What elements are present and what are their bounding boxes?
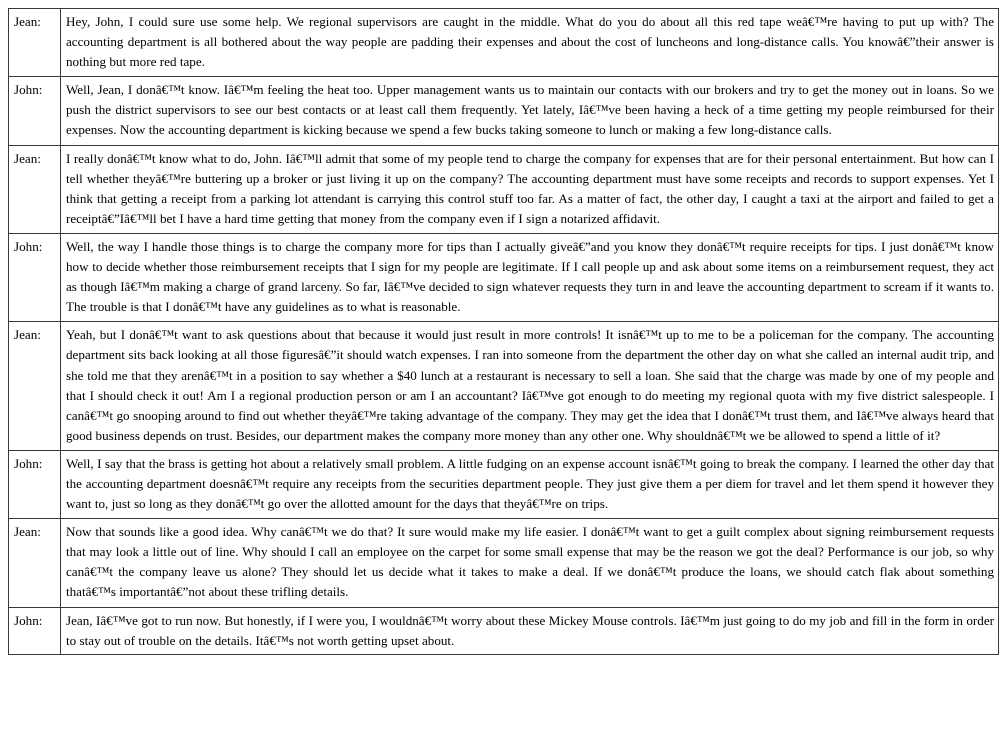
transcript-body: [9, 9, 999, 655]
table-row: [9, 233, 999, 321]
table-row: [9, 322, 999, 451]
utterance-text: Yeah, but I donâ€™t want to ask questions about that because it would just result in more controls! It isnâ€™t up to me to be a policeman for the company. The accounting department sits back looking at all those figuresâ€”it should watch expenses. I ran into someone from the department the other day on what she called an internal audit trip, and she told me that they arenâ€™t in a position to say whether a $40 lunch at a restaurant is necessary to sell a loan. She said that the charge was made by one of my people and that I should check it out! Am I a regional production person or am I an accountant? Iâ€™ve got enough to do meeting my regional quota with my five district salespeople. I canâ€™t go snooping around to find out whether theyâ€™re taking advantage of the company. They may get the idea that I donâ€™t trust them, and Iâ€™ve always heard that good business depends on trust. Besides, our department makes the company more money than any other one. Why shouldnâ€™t we be allowed to spend a little of it?: [61, 322, 999, 451]
utterance-text: Jean, Iâ€™ve got to run now. But honestly, if I were you, I wouldnâ€™t worry about these Mickey Mouse controls. Iâ€™m just going to do my job and fill in the form in order to stay out of trouble on the details. Itâ€™s not worth getting upset about.: [61, 607, 999, 654]
table-row: [9, 519, 999, 607]
speaker-label: Jean:: [9, 145, 61, 233]
speaker-label: John:: [9, 607, 61, 654]
speaker-label: Jean:: [9, 9, 61, 77]
table-row: [9, 607, 999, 654]
table-row: [9, 77, 999, 145]
utterance-text: Well, Jean, I donâ€™t know. Iâ€™m feeling the heat too. Upper management wants us to maintain our contacts with our brokers and try to get the money out in loans. So we push the district supervisors to see our best contacts or at least call them frequently. Yet lately, Iâ€™ve been having a heck of a time getting my people reimbursed for their expenses. Now the accounting department is kicking because we spend a few bucks taking someone to lunch or making a few long-distance calls.: [61, 77, 999, 145]
dialogue-transcript-table: [8, 8, 999, 655]
speaker-label: Jean:: [9, 519, 61, 607]
speaker-label: John:: [9, 77, 61, 145]
table-row: [9, 9, 999, 77]
table-row: [9, 145, 999, 233]
speaker-label: John:: [9, 233, 61, 321]
utterance-text: Well, I say that the brass is getting hot about a relatively small problem. A little fudging on an expense account isnâ€™t going to break the company. I learned the other day that the accounting department doesnâ€™t require any receipts from the securities department people. They just give them a per diem for travel and let them spend it however they want to, just so long as they donâ€™t go over the allotted amount for the days that theyâ€™re on trips.: [61, 450, 999, 518]
utterance-text: Now that sounds like a good idea. Why canâ€™t we do that? It sure would make my life easier. I donâ€™t want to get a guilt complex about signing reimbursement requests that may look a little out of line. Why should I call an employee on the carpet for some small expense that may be the reason we got the deal? Performance is our job, so why canâ€™t the company leave us alone? They should let us decide what it takes to make a deal. If we donâ€™t produce the loans, we should catch flak about something thatâ€™s importantâ€”not about these trifling details.: [61, 519, 999, 607]
utterance-text: Well, the way I handle those things is to charge the company more for tips than I actually giveâ€”and you know they donâ€™t require receipts for tips. I just donâ€™t know how to decide whether those reimbursement receipts that I sign for my people are legitimate. If I call people up and ask about some items on a reimbursement request, they act as though Iâ€™m making a charge of grand larceny. So far, Iâ€™ve decided to sign whatever requests they turn in and leave the accounting department to scream if it wants to. The trouble is that I donâ€™t have any guidelines as to what is reasonable.: [61, 233, 999, 321]
utterance-text: I really donâ€™t know what to do, John. Iâ€™ll admit that some of my people tend to charge the company for expenses that are for their personal entertainment. But how can I tell whether theyâ€™re buttering up a broker or just living it up on the company? The accounting department must have some receipts and records to support expenses. Yet I think that getting a receipt from a parking lot attendant is carrying this control stuff too far. As a matter of fact, the other day, I caught a taxi at the airport and failed to get a receiptâ€”Iâ€™ll bet I have a hard time getting that money from the company even if I sign a notarized affidavit.: [61, 145, 999, 233]
table-row: [9, 450, 999, 518]
speaker-label: John:: [9, 450, 61, 518]
speaker-label: Jean:: [9, 322, 61, 451]
utterance-text: Hey, John, I could sure use some help. We regional supervisors are caught in the middle. What do you do about all this red tape weâ€™re having to put up with? The accounting department is all bothered about the way people are padding their expenses and about the cost of luncheons and long-distance calls. You knowâ€”their answer is nothing but more red tape.: [61, 9, 999, 77]
